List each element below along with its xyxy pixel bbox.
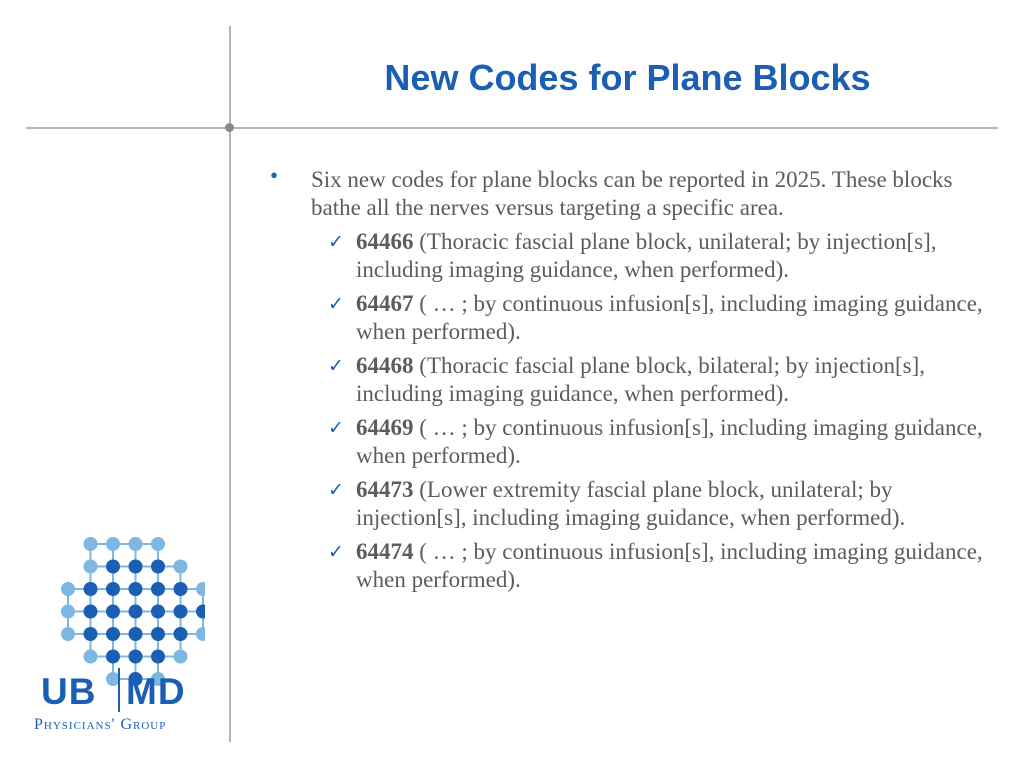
checkmark-icon: ✓ <box>328 479 344 501</box>
checkmark-icon: ✓ <box>328 231 344 253</box>
logo-dot <box>151 650 165 664</box>
logo-dot <box>174 650 188 664</box>
logo-ub-text: UB <box>41 671 97 712</box>
logo-dot <box>106 560 120 574</box>
code-number: 64468 <box>356 353 414 378</box>
code-list-item <box>328 538 990 594</box>
slide-title: New Codes for Plane Blocks <box>384 57 871 98</box>
main-bullet <box>270 162 990 222</box>
logo-dot <box>129 650 143 664</box>
code-description: (Lower extremity fascial plane block, unilateral; by injection[s], including imaging guidance, when performed). <box>356 477 906 530</box>
main-bullet-text: Six new codes for plane blocks can be reported in 2025. These blocks bathe all the nerves versus targeting a specific area. <box>311 167 953 220</box>
code-item-text <box>356 228 990 284</box>
code-number: 64473 <box>356 477 414 502</box>
checkmark-icon: ✓ <box>328 417 344 439</box>
logo-dot <box>196 627 205 641</box>
logo-dot <box>106 650 120 664</box>
code-list-item <box>328 290 990 346</box>
logo-dot <box>84 605 98 619</box>
slide-content <box>270 162 990 600</box>
logo-dot <box>61 582 75 596</box>
code-item-text <box>356 290 990 346</box>
logo-dot <box>151 582 165 596</box>
logo-dot <box>106 627 120 641</box>
code-number: 64466 <box>356 229 414 254</box>
code-description: (Thoracic fascial plane block, unilateral; by injection[s], including imaging guidance, when performed). <box>356 229 937 282</box>
code-item-text <box>356 476 990 532</box>
logo-dot <box>196 582 205 596</box>
code-list-item <box>328 352 990 408</box>
horizontal-divider <box>26 127 998 129</box>
code-description: (Thoracic fascial plane block, bilateral; by injection[s], including imaging guidance, when performed). <box>356 353 926 406</box>
logo-dot <box>84 582 98 596</box>
logo-dot <box>151 537 165 551</box>
logo-dot <box>151 605 165 619</box>
logo-dot <box>174 560 188 574</box>
code-list-item <box>328 414 990 470</box>
logo-dot <box>84 627 98 641</box>
checkmark-icon: ✓ <box>328 541 344 563</box>
logo-dot <box>84 650 98 664</box>
code-description: ( … ; by continuous infusion[s], including imaging guidance, when performed). <box>356 539 983 592</box>
logo-dot <box>151 627 165 641</box>
logo-dot <box>151 560 165 574</box>
code-list-item <box>328 228 990 284</box>
logo-separator <box>118 668 120 712</box>
logo-dot <box>196 605 205 619</box>
bullet-icon: • <box>270 163 279 188</box>
code-list-item <box>328 476 990 532</box>
logo-subtitle: Physicians' Group <box>34 716 167 733</box>
logo-dot <box>129 605 143 619</box>
code-number: 64469 <box>356 415 414 440</box>
logo-dot <box>129 582 143 596</box>
code-list <box>328 228 990 594</box>
code-description: ( … ; by continuous infusion[s], including imaging guidance, when performed). <box>356 415 983 468</box>
logo-dot <box>129 560 143 574</box>
logo-dot <box>174 627 188 641</box>
code-description: ( … ; by continuous infusion[s], including imaging guidance, when performed). <box>356 291 983 344</box>
code-item-text <box>356 538 990 594</box>
logo-dot <box>129 537 143 551</box>
checkmark-icon: ✓ <box>328 355 344 377</box>
vertical-divider <box>229 26 231 742</box>
logo-dot <box>106 605 120 619</box>
divider-intersection-dot <box>225 123 234 132</box>
logo-dot <box>61 627 75 641</box>
logo-md-text: MD <box>126 671 186 712</box>
logo-dot <box>174 582 188 596</box>
logo-dot <box>84 560 98 574</box>
logo-dot <box>106 582 120 596</box>
logo-dot <box>129 627 143 641</box>
checkmark-icon: ✓ <box>328 293 344 315</box>
logo-dot <box>84 537 98 551</box>
logo-dot <box>106 537 120 551</box>
code-item-text <box>356 352 990 408</box>
code-item-text <box>356 414 990 470</box>
logo-dot <box>174 605 188 619</box>
code-number: 64467 <box>356 291 414 316</box>
code-number: 64474 <box>356 539 414 564</box>
logo-dot <box>61 605 75 619</box>
